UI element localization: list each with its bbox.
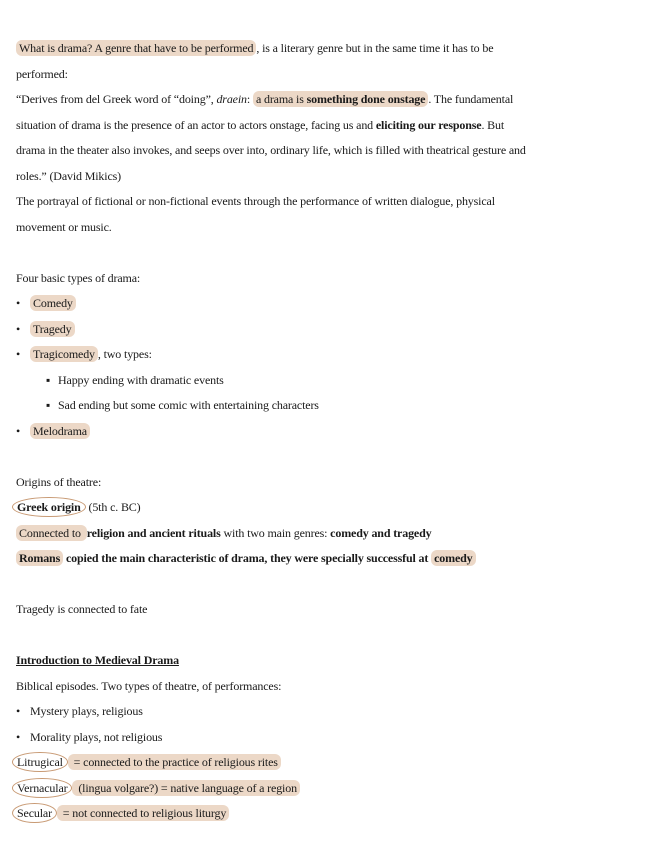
highlight: a drama is something done onstage bbox=[253, 91, 428, 107]
intro-line-8: movement or music. bbox=[16, 219, 112, 234]
list-item: • Tragicomedy , two types: bbox=[16, 347, 152, 361]
tragedy-note: Tragedy is connected to fate bbox=[16, 602, 148, 616]
definition-vernacular bbox=[16, 776, 630, 802]
circled-term: Secular bbox=[12, 803, 57, 823]
list-item: • Morality plays, not religious bbox=[16, 729, 163, 744]
intro-line-1: What is drama? A genre that have to be performed , is a literary genre but in the same time it has to be bbox=[16, 36, 630, 62]
highlight: Melodrama bbox=[30, 423, 90, 439]
highlight: Tragicomedy bbox=[30, 346, 98, 362]
intro-line-3: “Derives from del Greek word of “doing”, draein: a drama is something done onstage . The fundamental bbox=[16, 92, 514, 106]
document-page bbox=[16, 36, 630, 827]
list-item: • Tragedy bbox=[16, 317, 630, 343]
intro-line-4: situation of drama is the presence of an actor to actors onstage, facing us and eliciting our response. But bbox=[16, 117, 505, 132]
definition-liturgical bbox=[16, 750, 630, 776]
highlight: What is drama? A genre that have to be performed bbox=[16, 40, 256, 56]
definition-secular bbox=[16, 801, 630, 827]
intro-line-7: The portrayal of fictional or non-fictional events through the performance of written dialogue, physical bbox=[16, 194, 495, 208]
highlight: Romans bbox=[16, 550, 63, 566]
list-item: • Mystery plays, religious bbox=[16, 704, 143, 718]
circled-term: Greek origin bbox=[12, 497, 86, 517]
intro-line-5: drama in the theater also invokes, and seeps over into, ordinary life, which is filled with theatrical gesture and bbox=[16, 143, 526, 157]
origins-greek: Greek origin (5th c. BC) bbox=[16, 495, 630, 521]
list-item: • Melodrama bbox=[16, 419, 630, 445]
highlight: Comedy bbox=[30, 295, 76, 311]
intro-line-2: performed: bbox=[16, 66, 68, 81]
sub-list-item: ▪ Sad ending but some comic with entertaining characters bbox=[46, 398, 319, 412]
highlight: Connected to bbox=[16, 525, 87, 541]
highlight: Tragedy bbox=[30, 321, 75, 337]
highlight: = connected to the practice of religious rites bbox=[68, 754, 281, 770]
origins-heading: Origins of theatre: bbox=[16, 474, 102, 489]
intro-line-6: roles.” (David Mikics) bbox=[16, 168, 122, 183]
circled-term: Litrugical bbox=[12, 752, 68, 772]
section-title: Introduction to Medieval Drama bbox=[16, 653, 179, 667]
highlight: (lingua volgare?) = native language of a region bbox=[72, 780, 299, 796]
highlight: = not connected to religious liturgy bbox=[57, 805, 229, 821]
origins-connected: Connected to religion and ancient rituals with two main genres: comedy and tragedy bbox=[16, 521, 630, 547]
origins-romans: Romans copied the main characteristic of drama, they were specially successful at comedy bbox=[16, 546, 630, 572]
medieval-intro: Biblical episodes. Two types of theatre, of performances: bbox=[16, 678, 282, 693]
circled-term: Vernacular bbox=[12, 778, 72, 798]
types-heading: Four basic types of drama: bbox=[16, 270, 141, 285]
list-item: • Comedy bbox=[16, 291, 630, 317]
highlight: comedy bbox=[431, 550, 475, 566]
sub-list-item: ▪ Happy ending with dramatic events bbox=[46, 372, 224, 387]
